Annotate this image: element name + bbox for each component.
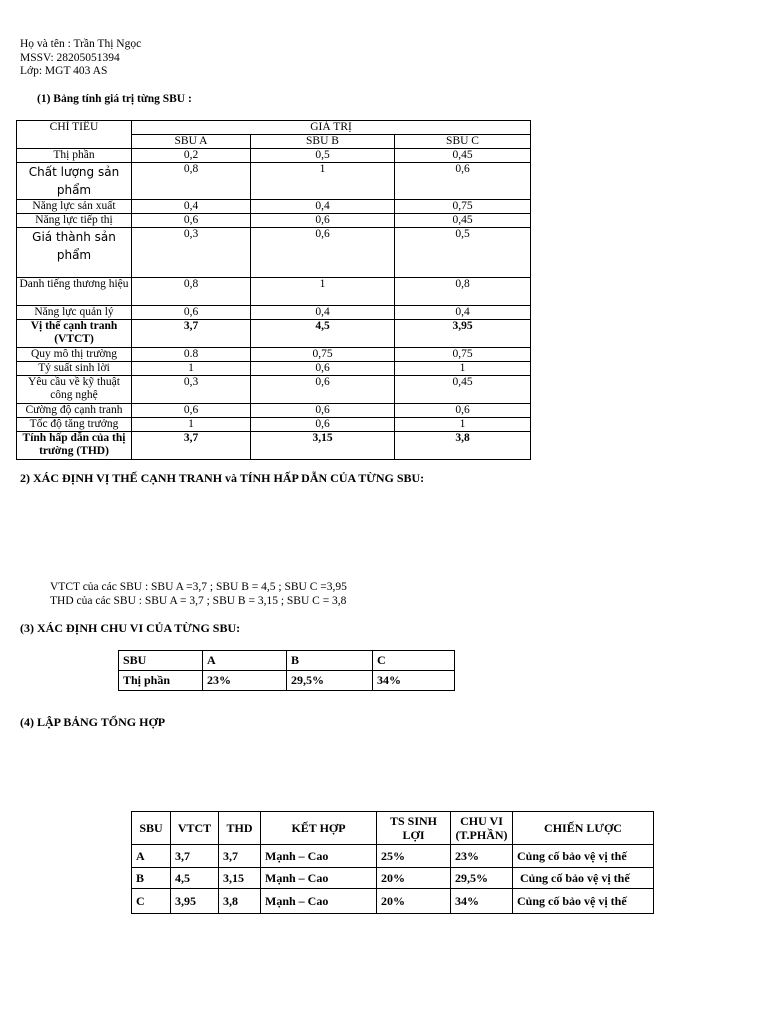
table-row [119,671,455,691]
table-row-total [17,432,531,460]
table-row [17,418,531,432]
sbu-a-value: 0,3 [132,228,251,278]
criteria-label: Yêu cầu về kỹ thuật công nghệ [17,376,132,404]
sbu-b-value: 0,6 [251,228,395,278]
table-row [132,868,654,889]
sbu-c-value: 3,8 [395,432,531,460]
thd-summary: THD của các SBU : SBU A = 3,7 ; SBU B = 3,15 ; SBU C = 3,8 [50,594,347,607]
vtct-cell: 4,5 [171,868,219,889]
sbu-cell: B [132,868,171,889]
vtct-cell: 3,7 [171,845,219,868]
criteria-header: CHỈ TIÊU [17,121,132,149]
criteria-label: Năng lực sản xuất [17,200,132,214]
table-row [17,404,531,418]
sbu-a-header: SBU A [132,135,251,149]
criteria-label: Cường độ cạnh tranh [17,404,132,418]
profit-rate-cell: 20% [377,889,451,914]
sbu-c-value: 0,45 [395,376,531,404]
sbu-a-value: 0,8 [132,278,251,306]
sbu-header: SBU [119,651,203,671]
sbu-b-value: 0,6 [251,376,395,404]
sbu-b-value: 4,5 [251,320,395,348]
sbu-a-value: 0,6 [132,306,251,320]
strategy-cell: Củng cố bảo vệ vị thế [513,889,654,914]
strategy-cell: Củng cố bảo vệ vị thế [513,868,654,889]
table-header-row [119,651,455,671]
sbu-c-value: 0,75 [395,348,531,362]
sbu-b-value: 0,6 [251,404,395,418]
student-class: Lớp: MGT 403 AS [20,65,108,77]
sbu-b-value: 0,6 [251,418,395,432]
sbu-a-value: 1 [132,418,251,432]
circumference-cell: 23% [451,845,513,868]
sbu-c-value: 1 [395,362,531,376]
criteria-label: Tỷ suất sinh lời [17,362,132,376]
sbu-a-value: 0,2 [132,149,251,163]
thd-cell: 3,15 [219,868,261,889]
sbu-a-value: 1 [132,362,251,376]
sbu-b-value: 1 [251,278,395,306]
criteria-label: Tính hấp dẫn của thị trường (THD) [17,432,132,460]
sbu-c-value: 1 [395,418,531,432]
sbu-a-value: 0,3 [132,376,251,404]
profit-rate-cell: 25% [377,845,451,868]
sbu-b-share: 29,5% [287,671,373,691]
sbu-a-value: 3,7 [132,320,251,348]
criteria-label: Tốc độ tăng trưởng [17,418,132,432]
sbu-b-value: 0,6 [251,214,395,228]
sbu-c-value: 0,6 [395,163,531,200]
criteria-label: Chất lượng sản phẩm [17,163,132,200]
table-row [17,348,531,362]
section1-title: (1) Bảng tính giá trị từng SBU : [37,93,192,105]
sbu-a-value: 3,7 [132,432,251,460]
circumference-cell: 34% [451,889,513,914]
table-row [132,889,654,914]
sbu-b-header: SBU B [251,135,395,149]
sbu-value-table [16,120,531,460]
sbu-c-value: 0,45 [395,214,531,228]
sbu-a-header: A [203,651,287,671]
table-row [17,376,531,404]
combination-header: KẾT HỢP [261,812,377,845]
section4-title: (4) LẬP BẢNG TỔNG HỢP [20,715,166,729]
combination-cell: Mạnh – Cao [261,889,377,914]
sbu-c-value: 0,4 [395,306,531,320]
criteria-label: Quy mô thị trường [17,348,132,362]
thd-cell: 3,8 [219,889,261,914]
table-row-total [17,320,531,348]
vtct-cell: 3,95 [171,889,219,914]
sbu-c-header: SBU C [395,135,531,149]
thd-header: THD [219,812,261,845]
sbu-header: SBU [132,812,171,845]
sbu-cell: A [132,845,171,868]
sbu-cell: C [132,889,171,914]
table-row [17,228,531,278]
table-row [17,149,531,163]
sbu-b-value: 0,6 [251,362,395,376]
sbu-c-value: 0,5 [395,228,531,278]
criteria-label: Danh tiếng thương hiệu [17,278,132,306]
section2-summary [50,581,347,608]
table-row [132,845,654,868]
circumference-cell: 29,5% [451,868,513,889]
value-header: GIÁ TRỊ [132,121,531,135]
sbu-c-value: 0,6 [395,404,531,418]
table-row [17,214,531,228]
combination-cell: Mạnh – Cao [261,868,377,889]
sbu-b-header: B [287,651,373,671]
profit-rate-header: TS SINH LỢI [377,812,451,845]
sbu-b-value: 1 [251,163,395,200]
sbu-a-value: 0,6 [132,214,251,228]
criteria-label: Thị phần [17,149,132,163]
sbu-b-value: 0,4 [251,306,395,320]
table-row [17,163,531,200]
vtct-header: VTCT [171,812,219,845]
sbu-a-value: 0,8 [132,163,251,200]
sbu-c-value: 0,75 [395,200,531,214]
sbu-c-value: 0,8 [395,278,531,306]
table-row [17,278,531,306]
table-row [17,200,531,214]
profit-rate-cell: 20% [377,868,451,889]
criteria-label: Năng lực tiếp thị [17,214,132,228]
sbu-c-value: 3,95 [395,320,531,348]
sbu-b-value: 0,5 [251,149,395,163]
combination-cell: Mạnh – Cao [261,845,377,868]
circumference-header: CHU VI (T.PHẦN) [451,812,513,845]
strategy-header: CHIẾN LƯỢC [513,812,654,845]
sbu-a-share: 23% [203,671,287,691]
section3-title: (3) XÁC ĐỊNH CHU VI CỦA TỪNG SBU: [20,621,241,635]
criteria-label: Giá thành sản phẩm [17,228,132,278]
market-share-table [118,650,455,691]
table-row [17,306,531,320]
sbu-a-value: 0,4 [132,200,251,214]
thd-cell: 3,7 [219,845,261,868]
vtct-summary: VTCT của các SBU : SBU A =3,7 ; SBU B = 4,5 ; SBU C =3,95 [50,581,347,593]
sbu-a-value: 0,6 [132,404,251,418]
sbu-b-value: 0,4 [251,200,395,214]
sbu-b-value: 3,15 [251,432,395,460]
strategy-cell: Củng cố bảo vệ vị thế [513,845,654,868]
market-share-label: Thị phần [119,671,203,691]
table-row [17,362,531,376]
sbu-c-value: 0,45 [395,149,531,163]
sbu-b-value: 0,75 [251,348,395,362]
student-info [20,38,141,79]
sbu-c-share: 34% [373,671,455,691]
criteria-label: Vị thế cạnh tranh (VTCT) [17,320,132,348]
sbu-c-header: C [373,651,455,671]
sbu-a-value: 0.8 [132,348,251,362]
student-id: MSSV: 28205051394 [20,51,120,64]
section2-title: 2) XÁC ĐỊNH VỊ THẾ CẠNH TRANH và TÍNH HẤP DẪN CỦA TỪNG SBU: [20,471,425,485]
table-header-row [132,812,654,845]
summary-table [131,811,654,914]
criteria-label: Năng lực quản lý [17,306,132,320]
student-name: Họ và tên : Trần Thị Ngọc [20,38,142,50]
